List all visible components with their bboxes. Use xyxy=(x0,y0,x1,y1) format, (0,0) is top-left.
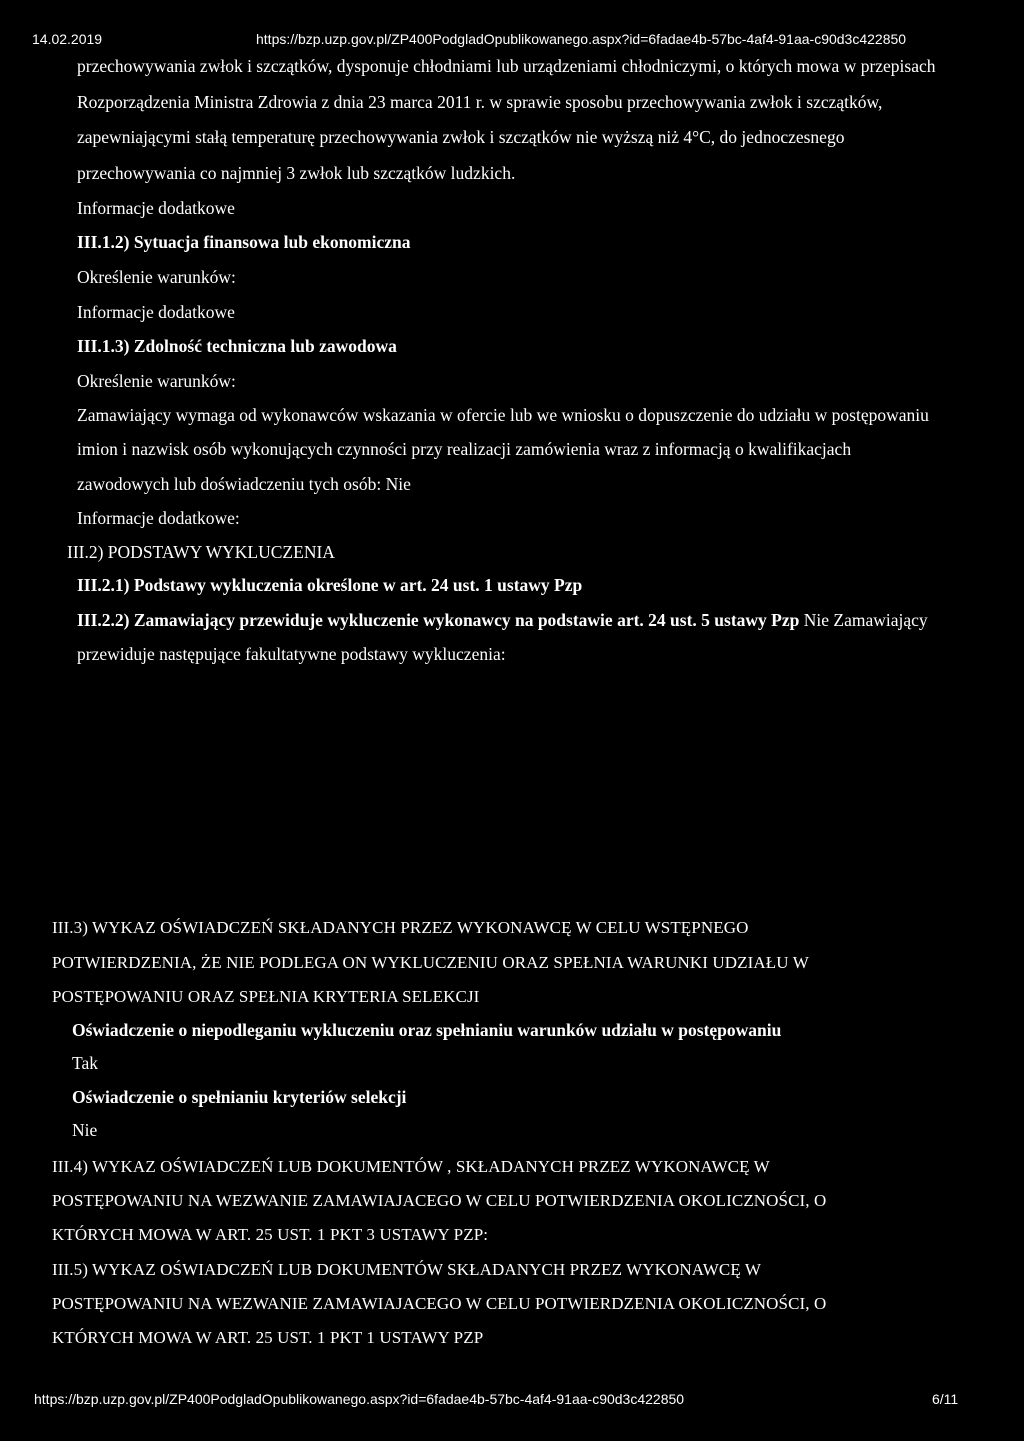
section-heading-3-3-line-3: POSTĘPOWANIU ORAZ SPEŁNIA KRYTERIA SELEKCJI xyxy=(52,987,480,1006)
intro-line-1: przechowywania zwłok i szczątków, dysponuje chłodniami lub urządzeniami chłodniczymi, o których mowa w przepisach xyxy=(77,56,936,76)
section-heading-3-5-line-3: KTÓRYCH MOWA W ART. 25 UST. 1 PKT 1 USTAWY PZP xyxy=(52,1328,484,1347)
additional-info-financial: Informacje dodatkowe xyxy=(77,302,235,322)
exclusion-3-2-2-rest: Nie Zamawiający xyxy=(799,610,928,630)
intro-line-3: zapewniającymi stałą temperaturę przechowywania zwłok i szczątków nie wyższą niż 4°C, do jednoczesnego xyxy=(77,127,845,147)
section-heading-3-5-line-2: POSTĘPOWANIU NA WEZWANIE ZAMAWIAJACEGO W CELU POTWIERDZENIA OKOLICZNOŚCI, O xyxy=(52,1294,827,1313)
intro-line-4: przechowywania co najmniej 3 zwłok lub szczątków ludzkich. xyxy=(77,163,516,183)
header-url: https://bzp.uzp.gov.pl/ZP400PodgladOpublikowanego.aspx?id=6fadae4b-57bc-4af4-91aa-c90d3c422850 xyxy=(256,31,907,47)
additional-info-label: Informacje dodatkowe xyxy=(77,198,235,218)
statement-non-exclusion-value: Tak xyxy=(72,1053,98,1073)
exclusion-basis-3-2-1: III.2.1) Podstawy wykluczenia określone w art. 24 ust. 1 ustawy Pzp xyxy=(77,575,583,595)
statement-selection-value: Nie xyxy=(72,1120,98,1140)
conditions-label-technical: Określenie warunków: xyxy=(77,371,236,391)
exclusion-3-2-2-bold: III.2.2) Zamawiający przewiduje wykluczenie wykonawcy na podstawie art. 24 ust. 5 ustawy Pzp xyxy=(77,610,800,630)
intro-line-2: Rozporządzenia Ministra Zdrowia z dnia 23 marca 2011 r. w sprawie sposobu przechowywania zwłok i szczątków, xyxy=(77,92,883,112)
section-heading-3-4-line-1: III.4) WYKAZ OŚWIADCZEŃ LUB DOKUMENTÓW , SKŁADANYCH PRZEZ WYKONAWCĘ W xyxy=(52,1157,770,1176)
section-heading-3-3-line-1: III.3) WYKAZ OŚWIADCZEŃ SKŁADANYCH PRZEZ WYKONAWCĘ W CELU WSTĘPNEGO xyxy=(52,918,749,937)
statement-non-exclusion-label: Oświadczenie o niepodleganiu wykluczeniu oraz spełnianiu warunków udziału w postępowaniu xyxy=(72,1020,782,1040)
section-heading-3-4-line-2: POSTĘPOWANIU NA WEZWANIE ZAMAWIAJACEGO W CELU POTWIERDZENIA OKOLICZNOŚCI, O xyxy=(52,1191,827,1210)
print-date: 14.02.2019 xyxy=(32,31,103,47)
page-number: 6/11 xyxy=(932,1391,959,1407)
section-heading-3-4-line-3: KTÓRYCH MOWA W ART. 25 UST. 1 PKT 3 USTAWY PZP: xyxy=(52,1225,489,1244)
exclusion-3-2-2-line-1 xyxy=(77,609,928,631)
additional-info-technical: Informacje dodatkowe: xyxy=(77,508,240,528)
conditions-label-financial: Określenie warunków: xyxy=(77,267,236,287)
section-heading-3-5-line-1: III.5) WYKAZ OŚWIADCZEŃ LUB DOKUMENTÓW SKŁADANYCH PRZEZ WYKONAWCĘ W xyxy=(52,1260,762,1279)
technical-text-line-1: Zamawiający wymaga od wykonawców wskazania w ofercie lub we wniosku o dopuszczenie do udziału w postępowaniu xyxy=(77,405,929,425)
section-heading-technical: III.1.3) Zdolność techniczna lub zawodowa xyxy=(77,336,397,356)
section-heading-3-3-line-2: POTWIERDZENIA, ŻE NIE PODLEGA ON WYKLUCZENIU ORAZ SPEŁNIA WARUNKI UDZIAŁU W xyxy=(52,953,809,972)
technical-text-line-3: zawodowych lub doświadczeniu tych osób: Nie xyxy=(77,474,411,494)
section-heading-financial: III.1.2) Sytuacja finansowa lub ekonomiczna xyxy=(77,232,411,252)
footer-url: https://bzp.uzp.gov.pl/ZP400PodgladOpublikowanego.aspx?id=6fadae4b-57bc-4af4-91aa-c90d3c422850 xyxy=(34,1391,685,1407)
technical-text-line-2: imion i nazwisk osób wykonujących czynności przy realizacji zamówienia wraz z informacją o kwalifikacjach xyxy=(77,439,852,459)
statement-selection-label: Oświadczenie o spełnianiu kryteriów selekcji xyxy=(72,1087,407,1107)
exclusion-3-2-2-line-2: przewiduje następujące fakultatywne podstawy wykluczenia: xyxy=(77,644,506,664)
section-heading-exclusion: III.2) PODSTAWY WYKLUCZENIA xyxy=(67,542,335,562)
